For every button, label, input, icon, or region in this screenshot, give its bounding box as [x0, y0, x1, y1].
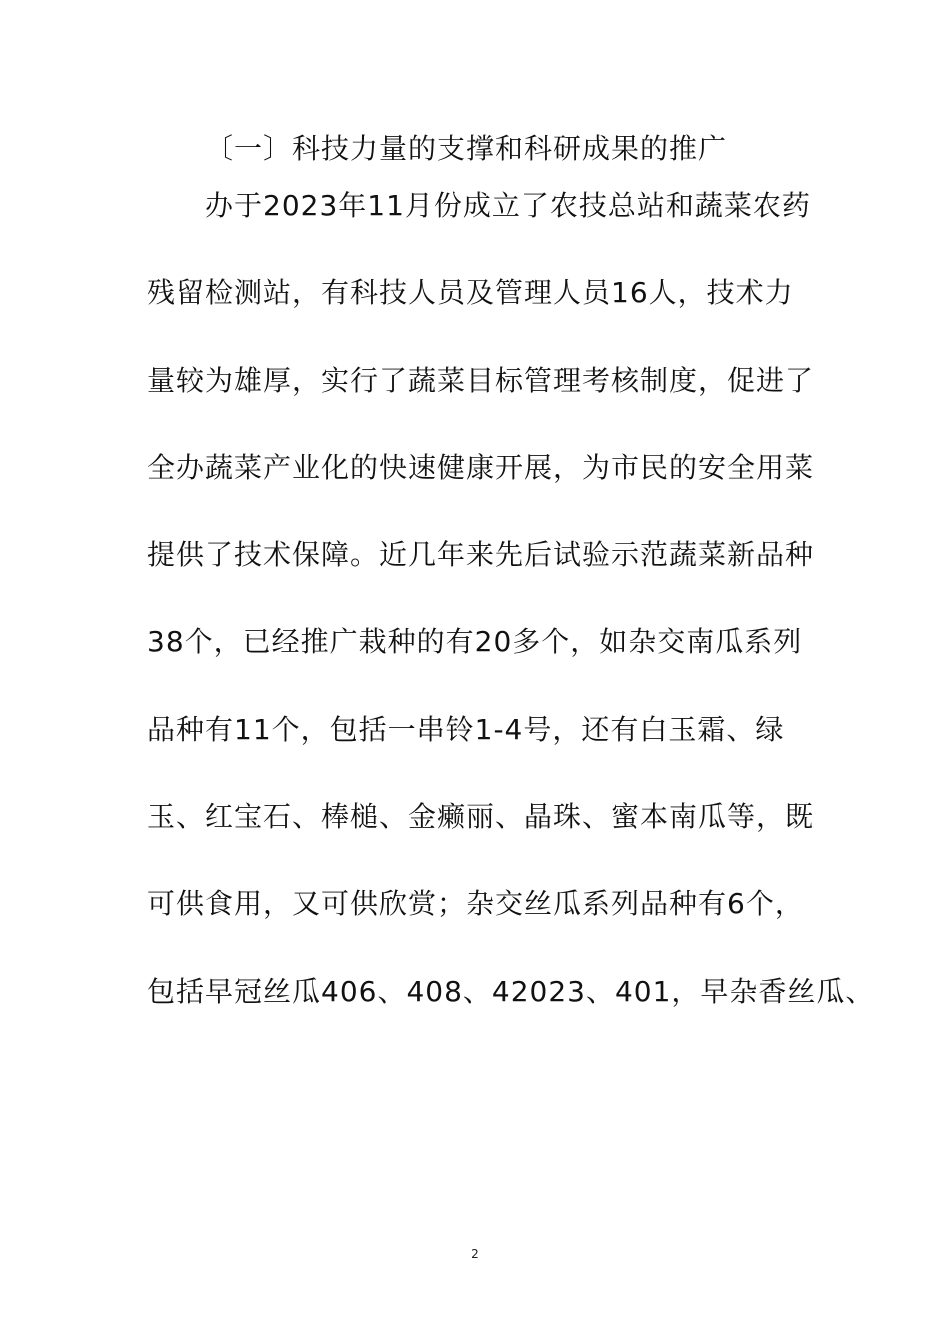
- paragraph-line: 可供食用，又可供欣赏；杂交丝瓜系列品种有6个，: [147, 887, 804, 921]
- paragraph-line: 品种有11个，包括一串铃1-4号，还有白玉霜、绿: [147, 712, 785, 746]
- paragraph-line: 残留检测站，有科技人员及管理人员16人，技术力: [147, 276, 794, 310]
- paragraph-line: 玉、红宝石、棒槌、金癞丽、晶珠、蜜本南瓜等，既: [147, 800, 815, 834]
- paragraph-line: 包括早冠丝瓜406、408、42023、401，早杂香丝瓜、: [147, 974, 875, 1008]
- page-number: 2: [471, 1247, 479, 1261]
- paragraph-line: 全办蔬菜产业化的快速健康开展，为市民的安全用菜: [147, 450, 815, 484]
- paragraph-line: 办于2023年11月份成立了农技总站和蔬菜农药: [205, 189, 811, 222]
- paragraph-line: 量较为雄厚，实行了蔬菜目标管理考核制度，促进了: [147, 363, 815, 397]
- section-heading: 〔一〕科技力量的支撑和科研成果的推广: [205, 132, 728, 165]
- paragraph-line: 38个，已经推广栽种的有20多个，如杂交南瓜系列: [147, 625, 803, 659]
- body-paragraph: [147, 184, 875, 1057]
- paragraph-line: 提供了技术保障。近几年来先后试验示范蔬菜新品种: [147, 538, 815, 572]
